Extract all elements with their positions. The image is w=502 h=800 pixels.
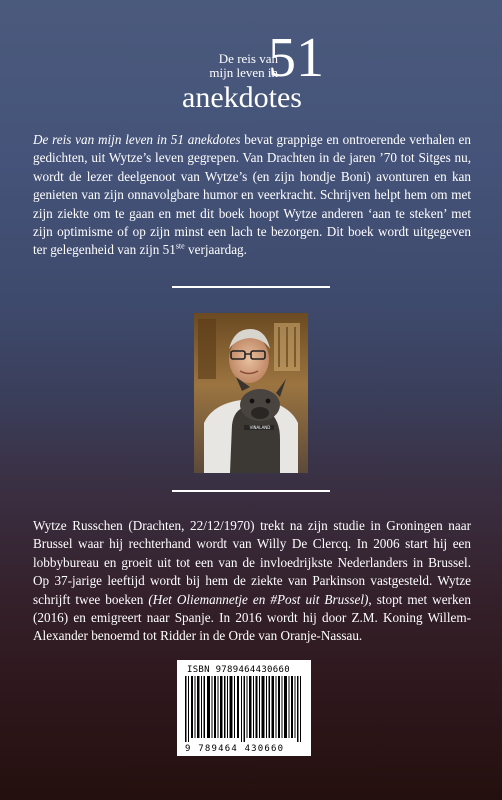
blurb-text-end: verjaardag. (184, 242, 247, 258)
bio-paragraph (33, 517, 471, 646)
blurb-superscript: ste (175, 242, 185, 252)
bio-text-end: , stopt met werken (2016) en emigreert naar Spanje. In 2016 wordt hij door Z.M. Koning Willem-Alexander benoemd tot Ridder in de Orde van Oranje-Nassau. (33, 591, 471, 644)
blurb-text: bevat grappige en ontroerende verhalen en gedichten, uit Wytze’s leven gegrepen. Van Drachten in de jaren ’70 tot Sitges nu, wordt de lezer deelgenoot van Wytze’s (en zijn hondje Boni) avonturen en kan genieten van zijn onnavolgbare humor en veerkracht. Schrijven helpt hem om met zijn ziekte om te gaan en met dit boek hoopt Wytze anderen ‘aan te steken’ met zijn optimisme of op zijn minst een lach te bezorgen. Dit boek wordt uitgegeven ter gelegenheid van zijn 51 (33, 132, 471, 258)
barcode-bars (183, 676, 307, 742)
blurb-paragraph (33, 131, 471, 260)
author-with-dog-image (194, 313, 308, 473)
title-line-2: mijn leven in (209, 65, 278, 80)
isbn-digits: 9 789464 430660 (185, 744, 285, 754)
divider-top (172, 286, 330, 288)
title-word: anekdotes (182, 81, 302, 114)
svg-text:VINALAND: VINALAND (249, 425, 271, 430)
bio-text: Wytze Russchen (Drachten, 22/12/1970) trekt na zijn studie in Groningen naar Brussel waar hij rechterhand wordt van Willy De Clercq. In 2006 start hij een lobbybureau en groeit uit tot een van de invloedrijkste Nederlanders in Brussel. Op 37-jarige leeftijd wordt bij hem de ziekte van Parkinson vastgesteld. Wytze schrijft twee boeken (33, 518, 471, 607)
author-photo (194, 313, 308, 473)
isbn-label: ISBN 9789464430660 (187, 665, 290, 675)
title-number: 51 (268, 27, 324, 89)
blurb-book-title: De reis van mijn leven in 51 anekdotes (33, 132, 241, 147)
title-line-1: De reis van (218, 51, 278, 66)
bio-book-titles: (Het Oliemannetje en #Post uit Brussel) (148, 591, 369, 607)
book-title (180, 27, 340, 114)
divider-bottom (172, 490, 330, 492)
isbn-barcode (177, 660, 311, 756)
